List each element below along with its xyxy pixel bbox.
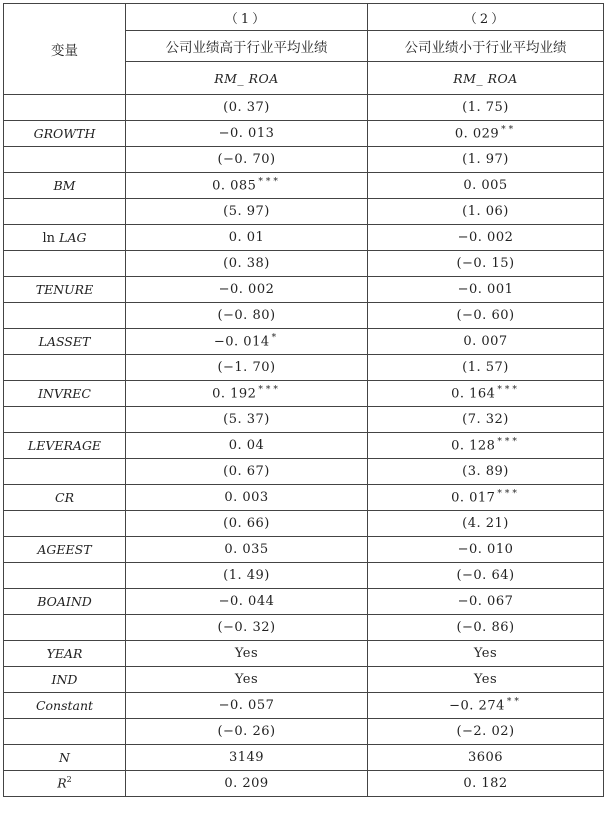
coefficient-value: (−2. 02) xyxy=(456,724,515,739)
coefficient-value: (0. 38) xyxy=(223,256,270,271)
table-row xyxy=(4,381,604,407)
variable-name-cell xyxy=(4,745,126,771)
table-row xyxy=(4,537,604,563)
variable-name-cell xyxy=(4,693,126,719)
variable-name-superscript: 2 xyxy=(66,775,72,785)
coefficient-value: Yes xyxy=(473,646,498,661)
variable-name-cell xyxy=(4,511,126,537)
column-1-value-cell xyxy=(126,95,368,121)
coefficient-value: (−0. 15) xyxy=(456,256,515,271)
column-2-value-cell xyxy=(368,459,604,485)
significance-stars: ** xyxy=(501,125,517,136)
table-row xyxy=(4,199,604,225)
column-2-value-cell xyxy=(368,745,604,771)
variable-name-cell xyxy=(4,459,126,485)
coefficient-value: (0. 66) xyxy=(223,516,270,531)
regression-table xyxy=(3,3,604,797)
table-row xyxy=(4,303,604,329)
variable-name-cell xyxy=(4,329,126,355)
variable-name: BM xyxy=(53,177,76,193)
column-1-value-cell xyxy=(126,719,368,745)
coefficient-value: −0. 014 xyxy=(213,334,270,350)
column-2-value-cell xyxy=(368,225,604,251)
variable-name: LAG xyxy=(59,229,87,245)
variable-name: YEAR xyxy=(46,645,83,661)
column-1-value-cell xyxy=(126,511,368,537)
table-row xyxy=(4,563,604,589)
column-2-value-cell xyxy=(368,173,604,199)
coefficient-value: 0. 005 xyxy=(463,178,508,193)
coefficient-value: (−1. 70) xyxy=(217,360,276,375)
table-row xyxy=(4,329,604,355)
coefficient-value: 3149 xyxy=(228,750,265,765)
variable-name: LEVERAGE xyxy=(27,437,102,453)
variable-name-cell xyxy=(4,615,126,641)
variable-name-cell xyxy=(4,563,126,589)
column-2-value-cell xyxy=(368,199,604,225)
column-1-number: （1） xyxy=(126,4,368,31)
variable-name-cell xyxy=(4,589,126,615)
coefficient-value: 0. 01 xyxy=(228,230,265,245)
table-row xyxy=(4,719,604,745)
variable-name: BOAIND xyxy=(37,593,92,609)
table-row xyxy=(4,407,604,433)
coefficient-value: (−0. 86) xyxy=(456,620,515,635)
table-row xyxy=(4,355,604,381)
coefficient-value: 0. 035 xyxy=(224,542,269,557)
column-1-value-cell xyxy=(126,199,368,225)
column-2-value-cell xyxy=(368,303,604,329)
column-2-value-cell xyxy=(368,563,604,589)
column-1-value-cell xyxy=(126,693,368,719)
coefficient-value: (5. 97) xyxy=(223,204,270,219)
variable-name: TENURE xyxy=(35,281,94,297)
column-2-value-cell xyxy=(368,719,604,745)
coefficient-value: 0. 04 xyxy=(228,438,265,453)
column-1-value-cell xyxy=(126,407,368,433)
variable-name-cell xyxy=(4,771,126,797)
significance-stars: *** xyxy=(497,489,520,500)
column-1-value-cell xyxy=(126,485,368,511)
table-row xyxy=(4,433,604,459)
column-1-value-cell xyxy=(126,303,368,329)
coefficient-value: (1. 57) xyxy=(462,360,509,375)
coefficient-value: (4. 21) xyxy=(462,516,509,531)
variable-name-cell xyxy=(4,147,126,173)
table-row xyxy=(4,485,604,511)
coefficient-value: −0. 002 xyxy=(218,282,275,297)
column-1-value-cell xyxy=(126,147,368,173)
column-2-value-cell xyxy=(368,433,604,459)
column-1-value-cell xyxy=(126,277,368,303)
coefficient-value: −0. 002 xyxy=(457,230,514,245)
coefficient-value: 0. 209 xyxy=(224,776,269,791)
column-2-dependent-variable: RM_ ROA xyxy=(368,62,604,95)
table-row xyxy=(4,693,604,719)
table-row xyxy=(4,277,604,303)
variable-header: 变量 xyxy=(4,4,126,95)
column-2-group-label: 公司业绩小于行业平均业绩 xyxy=(368,31,604,62)
table-row xyxy=(4,641,604,667)
column-1-value-cell xyxy=(126,667,368,693)
coefficient-value: (5. 37) xyxy=(223,412,270,427)
variable-name-cell xyxy=(4,173,126,199)
variable-name-cell xyxy=(4,121,126,147)
column-1-value-cell xyxy=(126,459,368,485)
table-row xyxy=(4,225,604,251)
coefficient-value: −0. 044 xyxy=(218,594,275,609)
variable-name: INVREC xyxy=(37,385,91,401)
column-2-value-cell xyxy=(368,615,604,641)
coefficient-value: (−0. 70) xyxy=(217,152,276,167)
coefficient-value: −0. 010 xyxy=(457,542,514,557)
variable-name-cell xyxy=(4,719,126,745)
coefficient-value: −0. 274 xyxy=(449,698,505,714)
coefficient-value: Yes xyxy=(473,672,498,687)
variable-name: CR xyxy=(55,489,74,505)
variable-name-cell xyxy=(4,277,126,303)
coefficient-value: Yes xyxy=(234,646,259,661)
variable-name-cell xyxy=(4,407,126,433)
variable-name: R xyxy=(57,775,67,791)
coefficient-value: (0. 37) xyxy=(223,100,270,115)
column-1-value-cell xyxy=(126,771,368,797)
table-row xyxy=(4,511,604,537)
coefficient-value: 0. 085 xyxy=(212,178,257,194)
coefficient-value: 0. 128 xyxy=(451,438,496,454)
variable-name-cell xyxy=(4,303,126,329)
coefficient-value: (1. 49) xyxy=(223,568,270,583)
column-2-value-cell xyxy=(368,147,604,173)
column-1-value-cell xyxy=(126,537,368,563)
coefficient-value: (3. 89) xyxy=(462,464,509,479)
column-1-value-cell xyxy=(126,433,368,459)
column-2-value-cell xyxy=(368,407,604,433)
table-row xyxy=(4,121,604,147)
significance-stars: * xyxy=(271,333,280,344)
coefficient-value: (−0. 60) xyxy=(456,308,515,323)
variable-name: LASSET xyxy=(38,333,91,349)
column-2-value-cell xyxy=(368,771,604,797)
variable-name: N xyxy=(59,749,70,765)
column-2-value-cell xyxy=(368,381,604,407)
coefficient-value: (−0. 32) xyxy=(217,620,276,635)
variable-name-cell xyxy=(4,355,126,381)
coefficient-value: 3606 xyxy=(467,750,504,765)
variable-name-cell xyxy=(4,485,126,511)
variable-name-cell xyxy=(4,381,126,407)
column-2-value-cell xyxy=(368,641,604,667)
coefficient-value: 0. 003 xyxy=(224,490,269,505)
variable-name: Constant xyxy=(35,697,94,713)
column-1-value-cell xyxy=(126,121,368,147)
coefficient-value: (−0. 26) xyxy=(217,724,276,739)
column-2-value-cell xyxy=(368,251,604,277)
coefficient-value: (−0. 64) xyxy=(456,568,515,583)
coefficient-value: (1. 06) xyxy=(462,204,509,219)
column-2-value-cell xyxy=(368,485,604,511)
column-1-value-cell xyxy=(126,745,368,771)
table-row xyxy=(4,667,604,693)
column-1-value-cell xyxy=(126,563,368,589)
column-2-value-cell xyxy=(368,537,604,563)
column-1-value-cell xyxy=(126,251,368,277)
column-2-value-cell xyxy=(368,121,604,147)
coefficient-value: (−0. 80) xyxy=(217,308,276,323)
significance-stars: ** xyxy=(506,697,522,708)
column-2-value-cell xyxy=(368,511,604,537)
column-2-value-cell xyxy=(368,589,604,615)
variable-name-cell xyxy=(4,537,126,563)
table-row xyxy=(4,173,604,199)
variable-name: IND xyxy=(51,671,78,687)
significance-stars: *** xyxy=(497,437,520,448)
table-row xyxy=(4,771,604,797)
coefficient-value: 0. 182 xyxy=(463,776,508,791)
table-row xyxy=(4,615,604,641)
header-row-column-numbers xyxy=(4,4,604,31)
column-1-value-cell xyxy=(126,641,368,667)
column-2-value-cell xyxy=(368,277,604,303)
column-2-number: （2） xyxy=(368,4,604,31)
coefficient-value: 0. 192 xyxy=(212,386,257,402)
coefficient-value: (1. 97) xyxy=(462,152,509,167)
coefficient-value: (0. 67) xyxy=(223,464,270,479)
column-2-value-cell xyxy=(368,95,604,121)
column-2-value-cell xyxy=(368,329,604,355)
table-row xyxy=(4,251,604,277)
column-1-group-label: 公司业绩高于行业平均业绩 xyxy=(126,31,368,62)
column-1-value-cell xyxy=(126,225,368,251)
coefficient-value: 0. 017 xyxy=(451,490,496,506)
variable-name-cell xyxy=(4,199,126,225)
column-1-value-cell xyxy=(126,173,368,199)
significance-stars: *** xyxy=(258,385,281,396)
variable-name-cell xyxy=(4,433,126,459)
coefficient-value: −0. 001 xyxy=(457,282,514,297)
coefficient-value: Yes xyxy=(234,672,259,687)
variable-name-prefix: ln xyxy=(42,230,60,246)
variable-name-cell xyxy=(4,225,126,251)
significance-stars: *** xyxy=(497,385,520,396)
column-1-value-cell xyxy=(126,589,368,615)
variable-name-cell xyxy=(4,667,126,693)
column-1-dependent-variable: RM_ ROA xyxy=(126,62,368,95)
coefficient-value: −0. 067 xyxy=(457,594,514,609)
table-row xyxy=(4,95,604,121)
variable-name: AGEEST xyxy=(37,541,92,557)
coefficient-value: (1. 75) xyxy=(462,100,509,115)
table-row xyxy=(4,459,604,485)
table-row xyxy=(4,589,604,615)
column-1-value-cell xyxy=(126,355,368,381)
coefficient-value: −0. 013 xyxy=(218,126,275,141)
column-1-value-cell xyxy=(126,329,368,355)
column-2-value-cell xyxy=(368,667,604,693)
column-1-value-cell xyxy=(126,615,368,641)
variable-name-cell xyxy=(4,95,126,121)
coefficient-value: −0. 057 xyxy=(218,698,275,713)
variable-name-cell xyxy=(4,251,126,277)
coefficient-value: 0. 029 xyxy=(454,126,500,142)
column-2-value-cell xyxy=(368,693,604,719)
variable-name: GROWTH xyxy=(33,125,96,141)
column-1-value-cell xyxy=(126,381,368,407)
variable-name-cell xyxy=(4,641,126,667)
coefficient-value: 0. 007 xyxy=(463,334,508,349)
table-row xyxy=(4,745,604,771)
table-row xyxy=(4,147,604,173)
column-2-value-cell xyxy=(368,355,604,381)
significance-stars: *** xyxy=(258,177,281,188)
coefficient-value: 0. 164 xyxy=(451,386,496,402)
coefficient-value: (7. 32) xyxy=(462,412,509,427)
